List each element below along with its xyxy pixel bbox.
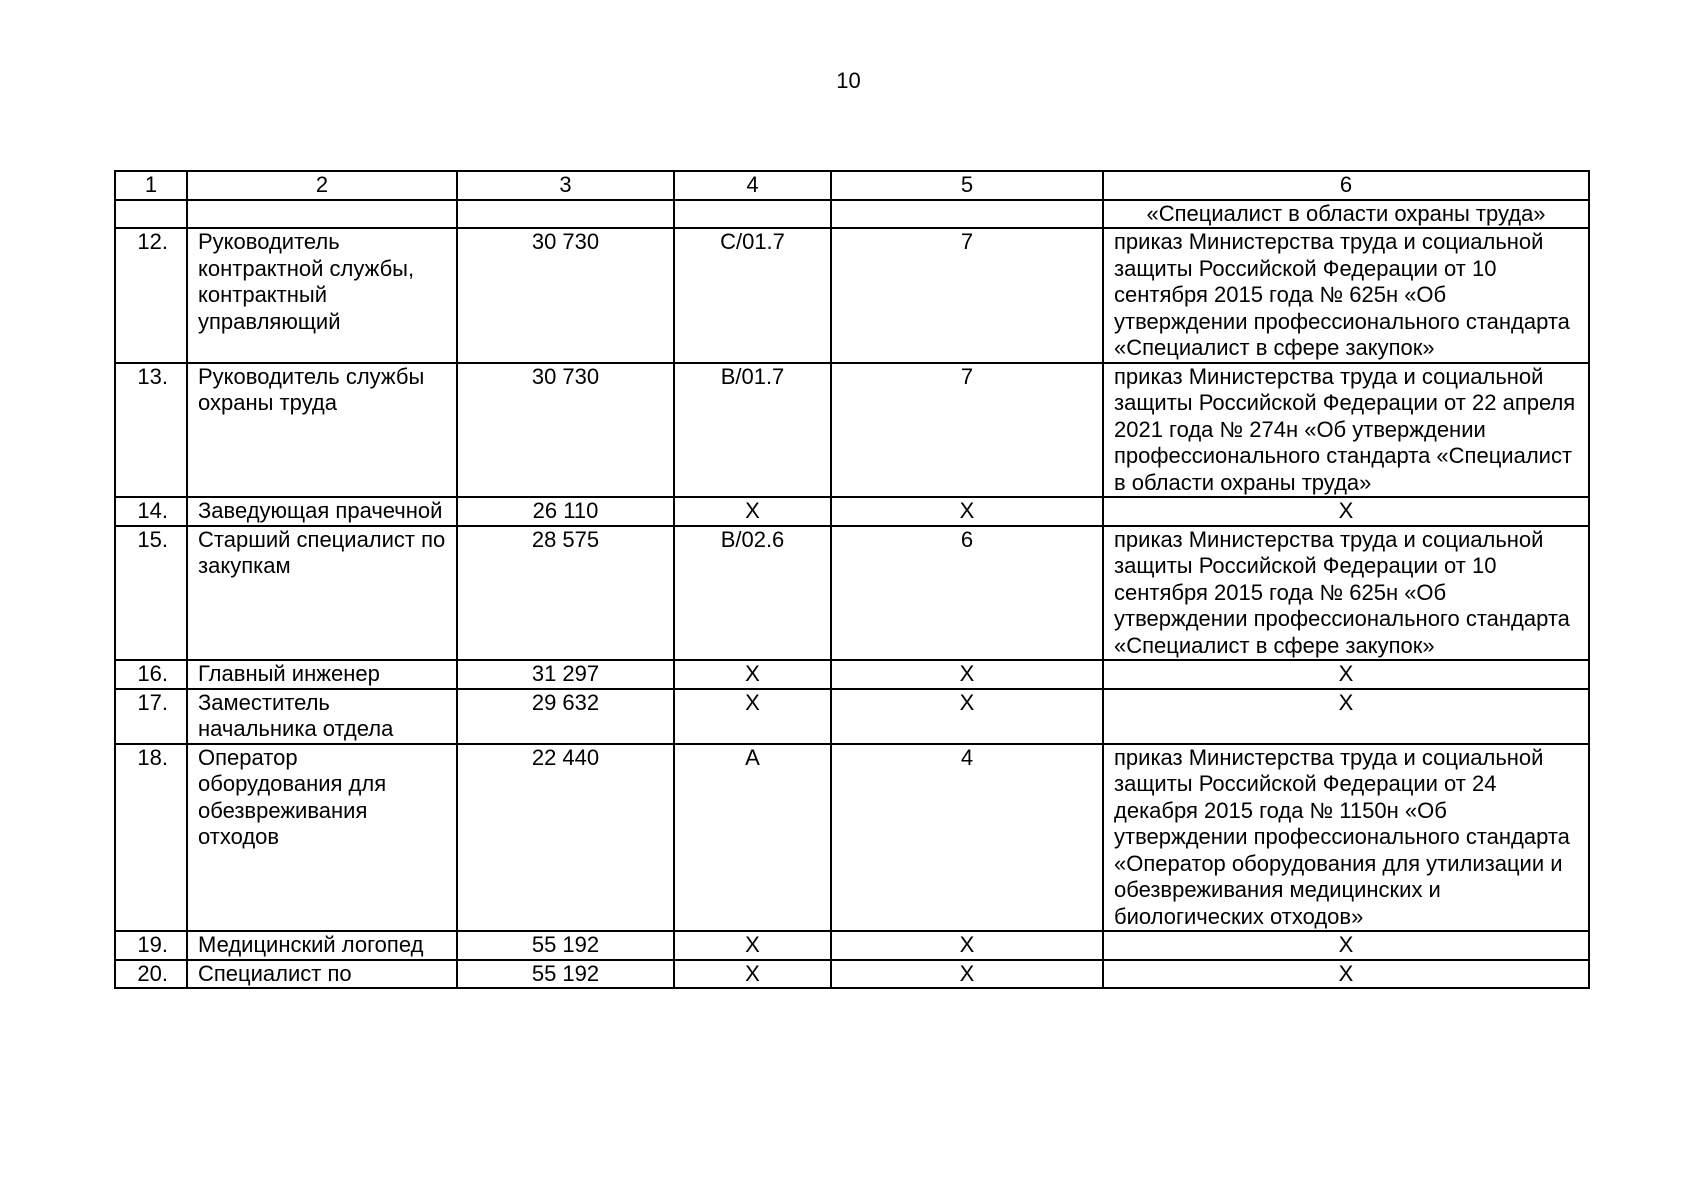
labor-function-code-cell: B/02.6: [674, 526, 831, 661]
position-name-cell: Руководитель контрактной службы, контрактный управляющий: [187, 228, 457, 363]
professional-standard-cell: приказ Министерства труда и социальной защиты Российской Федерации от 22 апреля 2021 года № 274н «Об утверждении профессионального стандарта «Специалист в области охраны труда»: [1103, 363, 1589, 498]
position-name-cell: Старший специалист по закупкам: [187, 526, 457, 661]
salary-cell: 28 575: [457, 526, 674, 661]
labor-function-code-cell: Х: [674, 689, 831, 744]
row-number-cell: 17.: [115, 689, 187, 744]
salary-cell: 30 730: [457, 228, 674, 363]
position-name-cell: Заведующая прачечной: [187, 497, 457, 526]
row-number-cell: 15.: [115, 526, 187, 661]
position-name-cell: Главный инженер: [187, 660, 457, 689]
table-row: [115, 497, 1589, 526]
row-number-cell: 14.: [115, 497, 187, 526]
professional-standard-cell: приказ Министерства труда и социальной защиты Российской Федерации от 10 сентября 2015 года № 625н «Об утверждении профессионального стандарта «Специалист в сфере закупок»: [1103, 526, 1589, 661]
professional-standard-cell: Х: [1103, 689, 1589, 744]
labor-function-code-cell: B/01.7: [674, 363, 831, 498]
professional-standard-cell: приказ Министерства труда и социальной защиты Российской Федерации от 10 сентября 2015 года № 625н «Об утверждении профессионального стандарта «Специалист в сфере закупок»: [1103, 228, 1589, 363]
table-row: [115, 931, 1589, 960]
qualification-level-cell: Х: [831, 689, 1103, 744]
salary-cell: [457, 200, 674, 229]
labor-function-code-cell: Х: [674, 497, 831, 526]
table-row: [115, 200, 1589, 229]
row-number-cell: 18.: [115, 744, 187, 932]
qualification-level-cell: 7: [831, 228, 1103, 363]
column-number: 4: [674, 171, 831, 200]
salary-cell: 31 297: [457, 660, 674, 689]
salary-cell: 55 192: [457, 960, 674, 989]
table-row: [115, 526, 1589, 661]
qualification-level-cell: 4: [831, 744, 1103, 932]
position-name-cell: [187, 200, 457, 229]
salary-cell: 29 632: [457, 689, 674, 744]
professional-standard-cell: Х: [1103, 660, 1589, 689]
row-number-cell: 19.: [115, 931, 187, 960]
qualification-level-cell: Х: [831, 931, 1103, 960]
qualification-level-cell: Х: [831, 497, 1103, 526]
qualification-level-cell: Х: [831, 660, 1103, 689]
column-number: 5: [831, 171, 1103, 200]
column-number: 2: [187, 171, 457, 200]
salary-cell: 55 192: [457, 931, 674, 960]
column-number: 1: [115, 171, 187, 200]
professional-standard-cell: Х: [1103, 931, 1589, 960]
qualification-level-cell: 6: [831, 526, 1103, 661]
row-number-cell: 12.: [115, 228, 187, 363]
salary-cell: 30 730: [457, 363, 674, 498]
position-name-cell: Медицинский логопед: [187, 931, 457, 960]
qualification-level-cell: Х: [831, 960, 1103, 989]
professional-standard-cell: «Специалист в области охраны труда»: [1103, 200, 1589, 229]
table-row: [115, 228, 1589, 363]
professional-standard-cell: приказ Министерства труда и социальной защиты Российской Федерации от 24 декабря 2015 года № 1150н «Об утверждении профессионального стандарта «Оператор оборудования для утилизации и обезвреживания медицинских и биологических отходов»: [1103, 744, 1589, 932]
labor-function-code-cell: Х: [674, 660, 831, 689]
qualification-level-cell: 7: [831, 363, 1103, 498]
column-number-header: [115, 171, 1589, 200]
labor-function-code-cell: Х: [674, 960, 831, 989]
positions-table-body: [115, 171, 1589, 988]
table-row: [115, 960, 1589, 989]
position-name-cell: Руководитель службы охраны труда: [187, 363, 457, 498]
position-name-cell: Специалист по: [187, 960, 457, 989]
column-number: 6: [1103, 171, 1589, 200]
qualification-level-cell: [831, 200, 1103, 229]
labor-function-code-cell: C/01.7: [674, 228, 831, 363]
column-number: 3: [457, 171, 674, 200]
page-number: 10: [836, 68, 861, 93]
row-number-cell: 13.: [115, 363, 187, 498]
row-number-cell: [115, 200, 187, 229]
position-name-cell: Заместитель начальника отдела: [187, 689, 457, 744]
labor-function-code-cell: Х: [674, 931, 831, 960]
salary-cell: 22 440: [457, 744, 674, 932]
salary-cell: 26 110: [457, 497, 674, 526]
professional-standard-cell: Х: [1103, 960, 1589, 989]
table-row: [115, 660, 1589, 689]
table-row: [115, 744, 1589, 932]
labor-function-code-cell: [674, 200, 831, 229]
table-row: [115, 363, 1589, 498]
positions-table: [114, 170, 1590, 989]
table-row: [115, 689, 1589, 744]
position-name-cell: Оператор оборудования для обезвреживания отходов: [187, 744, 457, 932]
row-number-cell: 20.: [115, 960, 187, 989]
row-number-cell: 16.: [115, 660, 187, 689]
labor-function-code-cell: А: [674, 744, 831, 932]
professional-standard-cell: Х: [1103, 497, 1589, 526]
